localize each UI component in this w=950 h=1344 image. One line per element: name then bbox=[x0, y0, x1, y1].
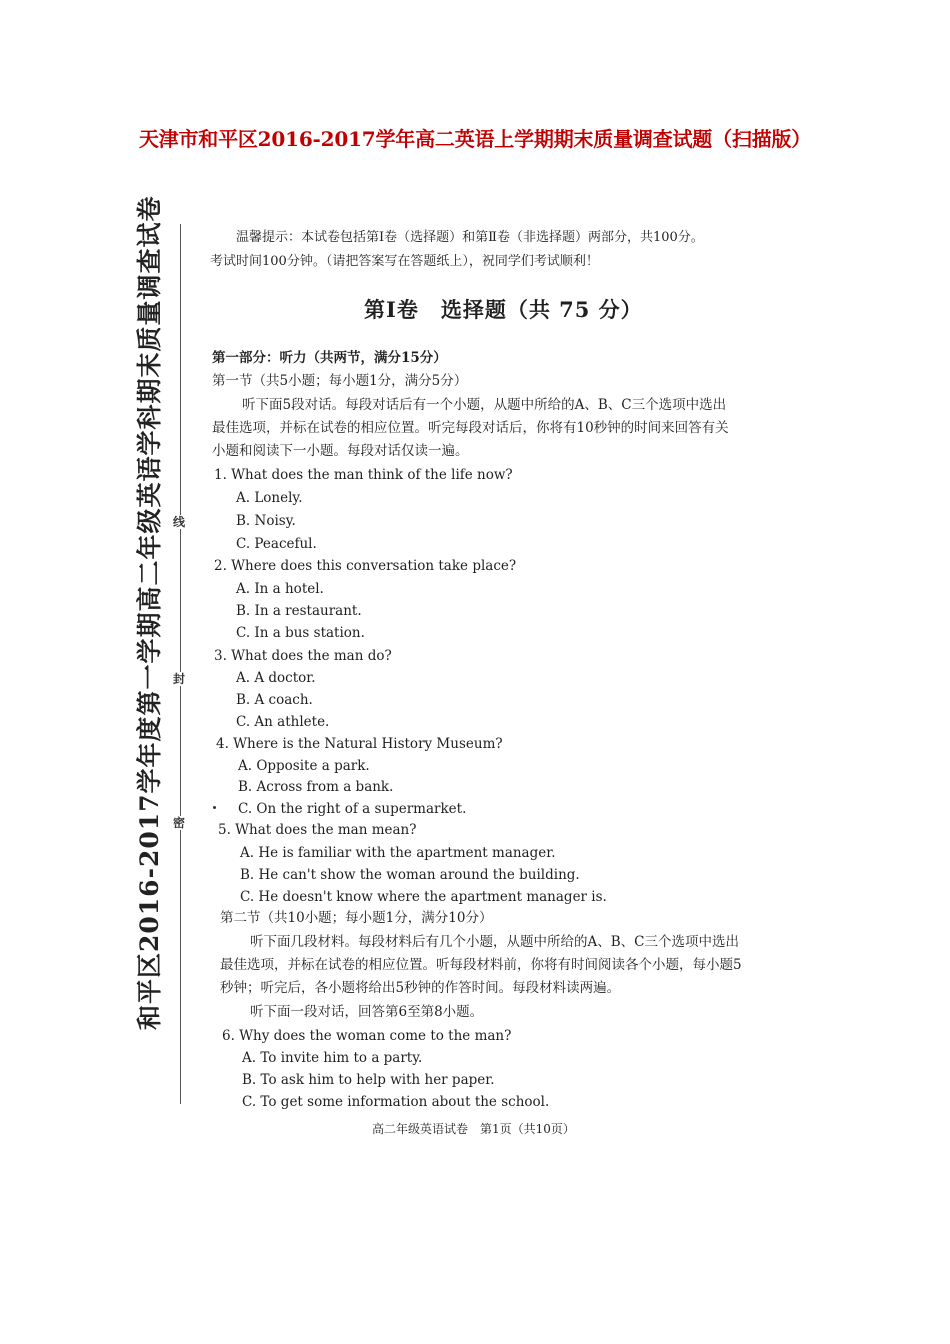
part-heading: 第一部分：听力（共两节，满分15分） bbox=[212, 350, 447, 366]
question-1-option-c: C. Peaceful. bbox=[236, 536, 317, 552]
question-2-option-c: C. In a bus station. bbox=[236, 625, 365, 641]
hint-line-2: 考试时间100分钟。（请把答案写在答题纸上），祝同学们考试顺利！ bbox=[210, 254, 599, 269]
question-2-option-b: B. In a restaurant. bbox=[236, 603, 362, 619]
section1-instruction-2: 最佳选项，并标在试卷的相应位置。听完每段对话后，你将有10秒钟的时间来回答有关 bbox=[212, 420, 729, 436]
question-2-option-a: A. In a hotel. bbox=[236, 581, 324, 597]
question-6: 6. Why does the woman come to the man? bbox=[222, 1028, 512, 1044]
section1-instruction-3: 小题和阅读下一小题。每段对话仅读一遍。 bbox=[212, 443, 469, 459]
question-6-option-c: C. To get some information about the school. bbox=[242, 1094, 550, 1110]
question-1-option-a: A. Lonely. bbox=[236, 490, 303, 506]
question-4-option-b: B. Across from a bank. bbox=[238, 779, 394, 795]
side-exam-title bbox=[68, 195, 188, 1030]
section2-instruction-1: 听下面几段材料。每段材料后有几个小题，从题中所给的A、B、C三个选项中选出 bbox=[250, 934, 739, 950]
question-4: 4. Where is the Natural History Museum? bbox=[216, 736, 503, 752]
question-3-option-a: A. A doctor. bbox=[236, 670, 316, 686]
question-5-option-c: C. He doesn't know where the apartment manager is. bbox=[240, 889, 607, 905]
hint-line-1: 温馨提示：本试卷包括第Ⅰ卷（选择题）和第Ⅱ卷（非选择题）两部分，共100分。 bbox=[236, 230, 704, 245]
question-1: 1. What does the man think of the life now? bbox=[214, 467, 513, 483]
binding-mark-line: 线 bbox=[173, 515, 186, 529]
page-footer: 高二年级英语试卷 第1页（共10页） bbox=[372, 1122, 575, 1136]
section-title: 第Ⅰ卷 选择题（共 75 分） bbox=[364, 297, 643, 322]
question-2: 2. Where does this conversation take place? bbox=[214, 558, 517, 574]
question-5-option-a: A. He is familiar with the apartment manager. bbox=[240, 845, 556, 861]
document-title: 天津市和平区2016-2017学年高二英语上学期期末质量调查试题（扫描版） bbox=[138, 127, 812, 151]
section2-instruction-2: 最佳选项，并标在试卷的相应位置。听每段材料前，你将有时间阅读各个小题，每小题5 bbox=[220, 957, 742, 973]
question-5-option-b: B. He can't show the woman around the building. bbox=[240, 867, 580, 883]
binding-mark-seal: 封 bbox=[173, 672, 186, 686]
binding-mark-secret: 密 bbox=[173, 816, 186, 830]
question-5: 5. What does the man mean? bbox=[218, 822, 417, 838]
question-3-option-c: C. An athlete. bbox=[236, 714, 330, 730]
binding-line bbox=[180, 224, 181, 1104]
question-3-option-b: B. A coach. bbox=[236, 692, 313, 708]
section1-heading: 第一节（共5小题；每小题1分，满分5分） bbox=[212, 373, 468, 389]
question-6-option-a: A. To invite him to a party. bbox=[242, 1050, 423, 1066]
question-4-option-c: C. On the right of a supermarket. bbox=[238, 801, 467, 817]
question-4-option-a: A. Opposite a park. bbox=[238, 758, 370, 774]
section2-heading: 第二节（共10小题；每小题1分，满分10分） bbox=[220, 910, 493, 926]
side-exam-title-text: 和平区2016-2017学年度第一学期高二年级英语学科期末质量调查试卷 bbox=[135, 195, 164, 1030]
section1-instruction-1: 听下面5段对话。每段对话后有一个小题，从题中所给的A、B、C三个选项中选出 bbox=[242, 397, 727, 413]
scan-speck bbox=[213, 806, 216, 809]
question-6-option-b: B. To ask him to help with her paper. bbox=[242, 1072, 495, 1088]
question-1-option-b: B. Noisy. bbox=[236, 513, 296, 529]
section2-instruction-3: 秒钟；听完后，各小题将给出5秒钟的作答时间。每段材料读两遍。 bbox=[220, 980, 621, 996]
section2-subinstruction: 听下面一段对话，回答第6至第8小题。 bbox=[250, 1004, 484, 1020]
question-3: 3. What does the man do? bbox=[214, 648, 392, 664]
